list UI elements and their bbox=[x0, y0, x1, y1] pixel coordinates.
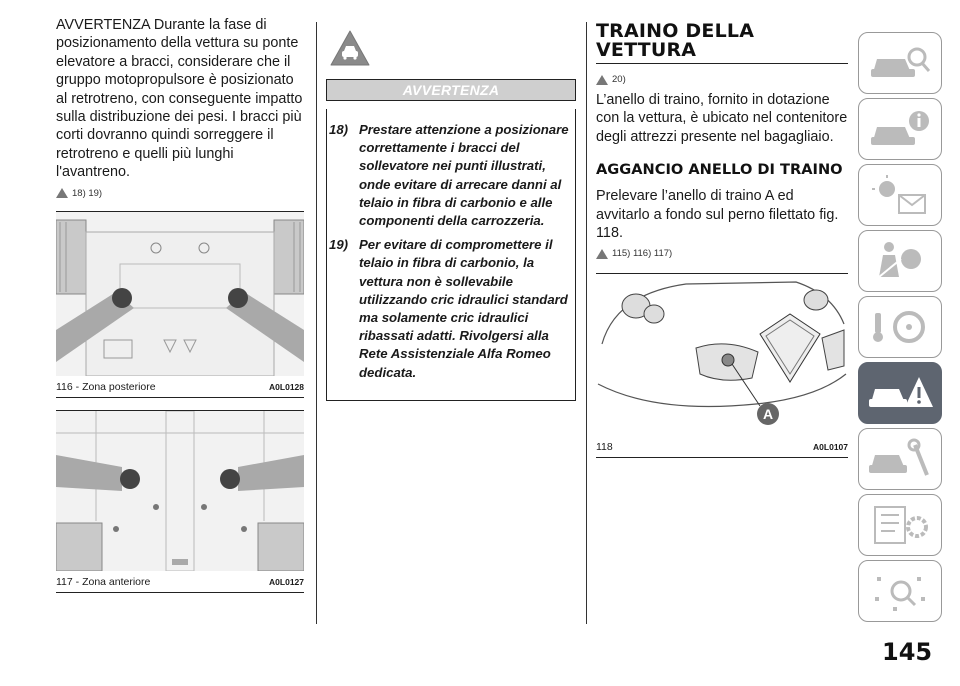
chapter-tabs bbox=[858, 32, 944, 626]
towing-ring-front-illustration bbox=[596, 274, 848, 436]
tab-emergency[interactable] bbox=[858, 362, 942, 424]
warning-item-19: 19) Per evitare di compromettere il telaio in fibra di carbonio, la vettura non è sollevabile utilizzando cric idraulici standard ma solamente cric idraulici ribassati adatti. Rivolgersi alla Rete Assistenziale Alfa Romeo dedicata. bbox=[329, 237, 568, 380]
warning-title: AVVERTENZA bbox=[326, 79, 576, 101]
alphabetical-index-icon bbox=[865, 567, 935, 615]
car-search-icon bbox=[865, 39, 935, 87]
tab-getting-to-know-car[interactable] bbox=[858, 32, 942, 94]
steering-wheel-key-icon bbox=[865, 303, 935, 351]
figure-116 bbox=[56, 211, 304, 398]
callout-a-label: A bbox=[762, 406, 774, 423]
tab-maintenance[interactable] bbox=[858, 428, 942, 490]
safety-airbag-icon bbox=[865, 237, 935, 285]
warning-item-18: 18) Prestare attenzione a posizionare correttamente i bracci del sollevatore nei punti illustrati, onde evitare di arrecare danni al telaio in fibra di carbonio e alle componenti della carrozzeria. bbox=[329, 122, 569, 229]
warning-triangle-icon bbox=[596, 249, 608, 259]
figure-117-caption: 117 - Zona anteriore A0L0127 bbox=[56, 571, 304, 593]
column-divider-right bbox=[586, 22, 587, 624]
tab-index[interactable] bbox=[858, 560, 942, 622]
tab-car-info[interactable] bbox=[858, 98, 942, 160]
subsection-heading: AGGANCIO ANELLO DI TRAINO bbox=[596, 161, 843, 179]
dashboard-lights-icon bbox=[865, 171, 935, 219]
car-emergency-icon bbox=[865, 369, 935, 417]
attach-ring-paragraph: Prelevare l’anello di traino A ed avvitarlo a fondo sul perno filettato fig. 118. bbox=[596, 188, 839, 242]
note-references-top: 20) bbox=[596, 74, 848, 85]
tab-safety[interactable] bbox=[858, 230, 942, 292]
warning-triangle-icon bbox=[596, 75, 608, 85]
front-underbody-illustration bbox=[56, 411, 304, 571]
technical-data-icon bbox=[865, 501, 935, 549]
right-column bbox=[596, 22, 848, 458]
figure-116-caption: 116 - Zona posteriore A0L0128 bbox=[56, 376, 304, 398]
warning-triangle-icon bbox=[56, 188, 68, 198]
towing-ring-paragraph: L’anello di traino, fornito in dotazione con la vettura, è ubicato nel contenitore degli attrezzi presente nel bagagliaio. bbox=[596, 92, 848, 145]
tab-technical-data[interactable] bbox=[858, 494, 942, 556]
figure-117 bbox=[56, 410, 304, 593]
note-references: 18) 19) bbox=[56, 188, 304, 199]
section-heading: TRAINO DELLA VETTURA bbox=[596, 20, 755, 61]
left-column bbox=[56, 16, 304, 593]
figure-118 bbox=[596, 273, 848, 458]
car-info-icon bbox=[865, 105, 935, 153]
figure-118-caption: 118 A0L0107 bbox=[596, 436, 848, 458]
column-divider-left bbox=[316, 22, 317, 624]
car-warning-triangle-icon bbox=[330, 30, 370, 66]
note-references-bottom: 115) 116) 117) bbox=[596, 248, 848, 259]
car-maintenance-icon bbox=[865, 435, 935, 483]
page-number: 145 bbox=[882, 638, 933, 666]
warning-box bbox=[326, 109, 576, 401]
rear-underbody-illustration bbox=[56, 212, 304, 376]
tab-starting-driving[interactable] bbox=[858, 296, 942, 358]
middle-column bbox=[326, 30, 576, 401]
tab-dashboard-lights[interactable] bbox=[858, 164, 942, 226]
lift-warning-paragraph: AVVERTENZA Durante la fase di posizionamento della vettura su ponte elevatore a bracci, considerare che il gruppo motopropulsore è posizionato al retrotreno, con conseguente impatto sulla distribuzione dei pesi. I bracci più corti dovranno quindi sorreggere il retrotreno e quelli più lunghi l'avantreno. bbox=[56, 17, 303, 181]
heading-rule bbox=[596, 63, 848, 64]
